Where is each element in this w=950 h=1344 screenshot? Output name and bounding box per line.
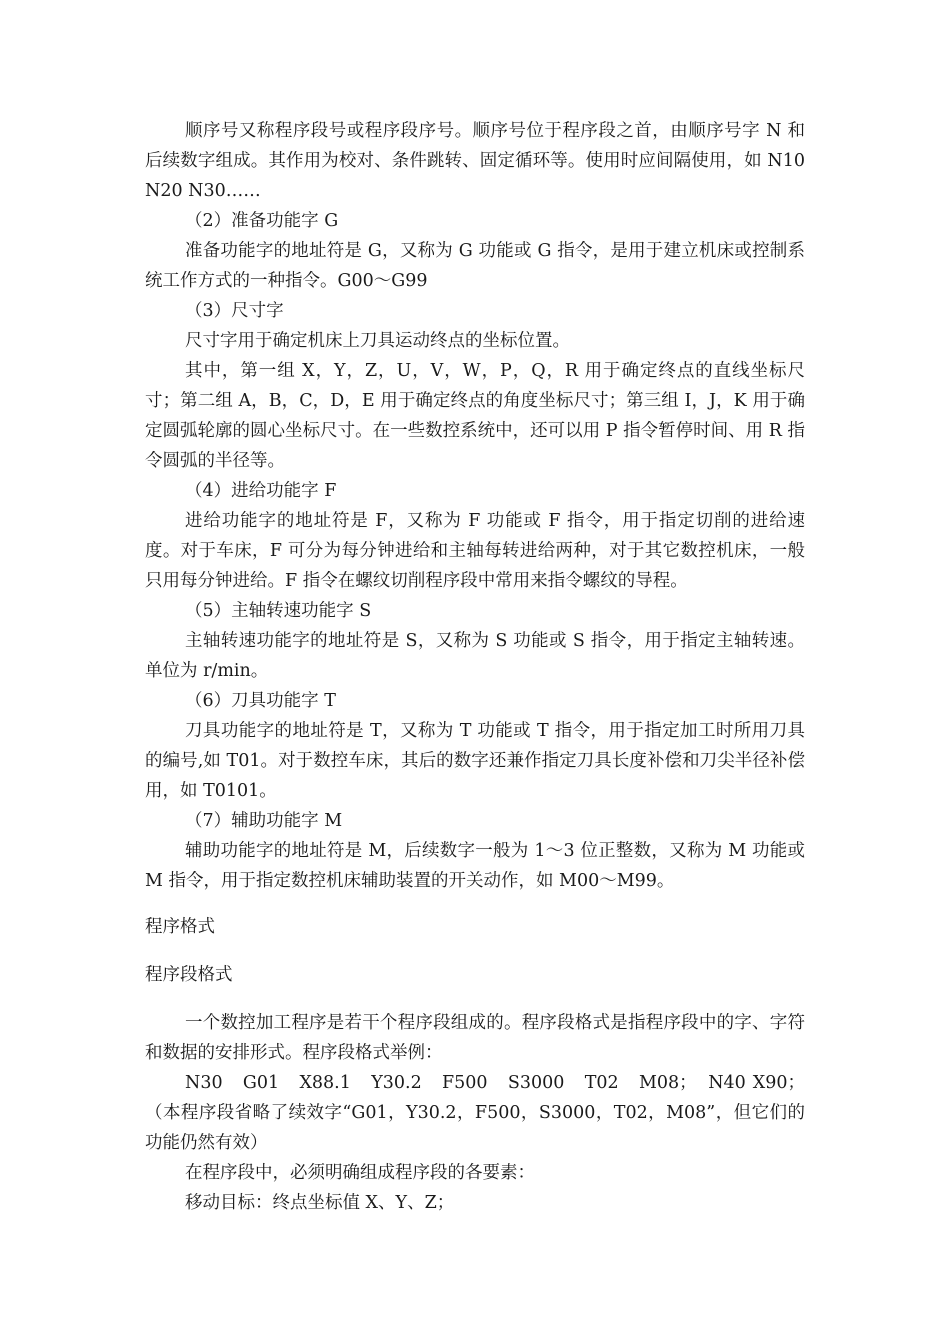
paragraph-block-elements: 在程序段中，必须明确组成程序段的各要素： — [185, 1163, 535, 1183]
paragraph-sequence-number: 顺序号又称程序段号或程序段序号。顺序号位于程序段之首，由顺序号字 N 和后续数字组成。其作用为校对、条件跳转、固定循环等。使用时应间隔使用，如 N10 N20 N30…… — [145, 121, 805, 201]
item-heading-feed-function-f: （4）进给功能字 F — [185, 481, 337, 501]
section-heading-block-format: 程序段格式 — [145, 965, 233, 985]
item-heading-spindle-speed-s: （5）主轴转速功能字 S — [185, 601, 372, 621]
item-heading-tool-function-t: （6）刀具功能字 T — [185, 691, 336, 711]
paragraph-move-target: 移动目标：终点坐标值 X、Y、Z； — [185, 1193, 455, 1213]
item-heading-aux-function-m: （7）辅助功能字 M — [185, 811, 343, 831]
paragraph-prep-function-g: 准备功能字的地址符是 G，又称为 G 功能或 G 指令，是用于建立机床或控制系统工作方式的一种指令。G00～G99 — [145, 241, 805, 291]
paragraph-feed-function-f: 进给功能字的地址符是 F，又称为 F 功能或 F 指令，用于指定切削的进给速度。对于车床，F 可分为每分钟进给和主轴每转进给两种，对于其它数控机床，一般只用每分钟进给。F 指令在螺纹切削程序段中常用来指令螺纹的导程。 — [145, 511, 805, 591]
paragraph-block-format-intro: 一个数控加工程序是若干个程序段组成的。程序段格式是指程序段中的字、字符和数据的安排形式。程序段格式举例： — [145, 1013, 805, 1063]
paragraph-block-format-example: N30 G01 X88.1 Y30.2 F500 S3000 T02 M08； N40 X90；（本程序段省略了续效字“G01，Y30.2，F500，S3000，T02，M08”，但它们的功能仍然有效） — [145, 1073, 805, 1153]
item-heading-prep-function-g: （2）准备功能字 G — [185, 211, 339, 231]
section-heading-program-format: 程序格式 — [145, 917, 215, 937]
paragraph-tool-function-t: 刀具功能字的地址符是 T，又称为 T 功能或 T 指令，用于指定加工时所用刀具的编号,如 T01。对于数控车床，其后的数字还兼作指定刀具长度补偿和刀尖半径补偿用，如 T0101。 — [145, 721, 805, 801]
paragraph-spindle-speed-s: 主轴转速功能字的地址符是 S，又称为 S 功能或 S 指令，用于指定主轴转速。单位为 r/min。 — [145, 631, 805, 681]
paragraph-aux-function-m: 辅助功能字的地址符是 M，后续数字一般为 1～3 位正整数，又称为 M 功能或 M 指令，用于指定数控机床辅助装置的开关动作，如 M00～M99。 — [145, 841, 805, 891]
paragraph-dimension-word-intro: 尺寸字用于确定机床上刀具运动终点的坐标位置。 — [185, 331, 570, 351]
item-heading-dimension-word: （3）尺寸字 — [185, 301, 284, 321]
document-body — [145, 116, 805, 1218]
paragraph-dimension-word-groups: 其中，第一组 X，Y，Z，U，V，W，P，Q，R 用于确定终点的直线坐标尺寸；第二组 A，B，C，D，E 用于确定终点的角度坐标尺寸；第三组 I，J，K 用于确定圆弧轮廓的圆心坐标尺寸。在一些数控系统中，还可以用 P 指令暂停时间、用 R 指令圆弧的半径等。 — [145, 361, 805, 471]
